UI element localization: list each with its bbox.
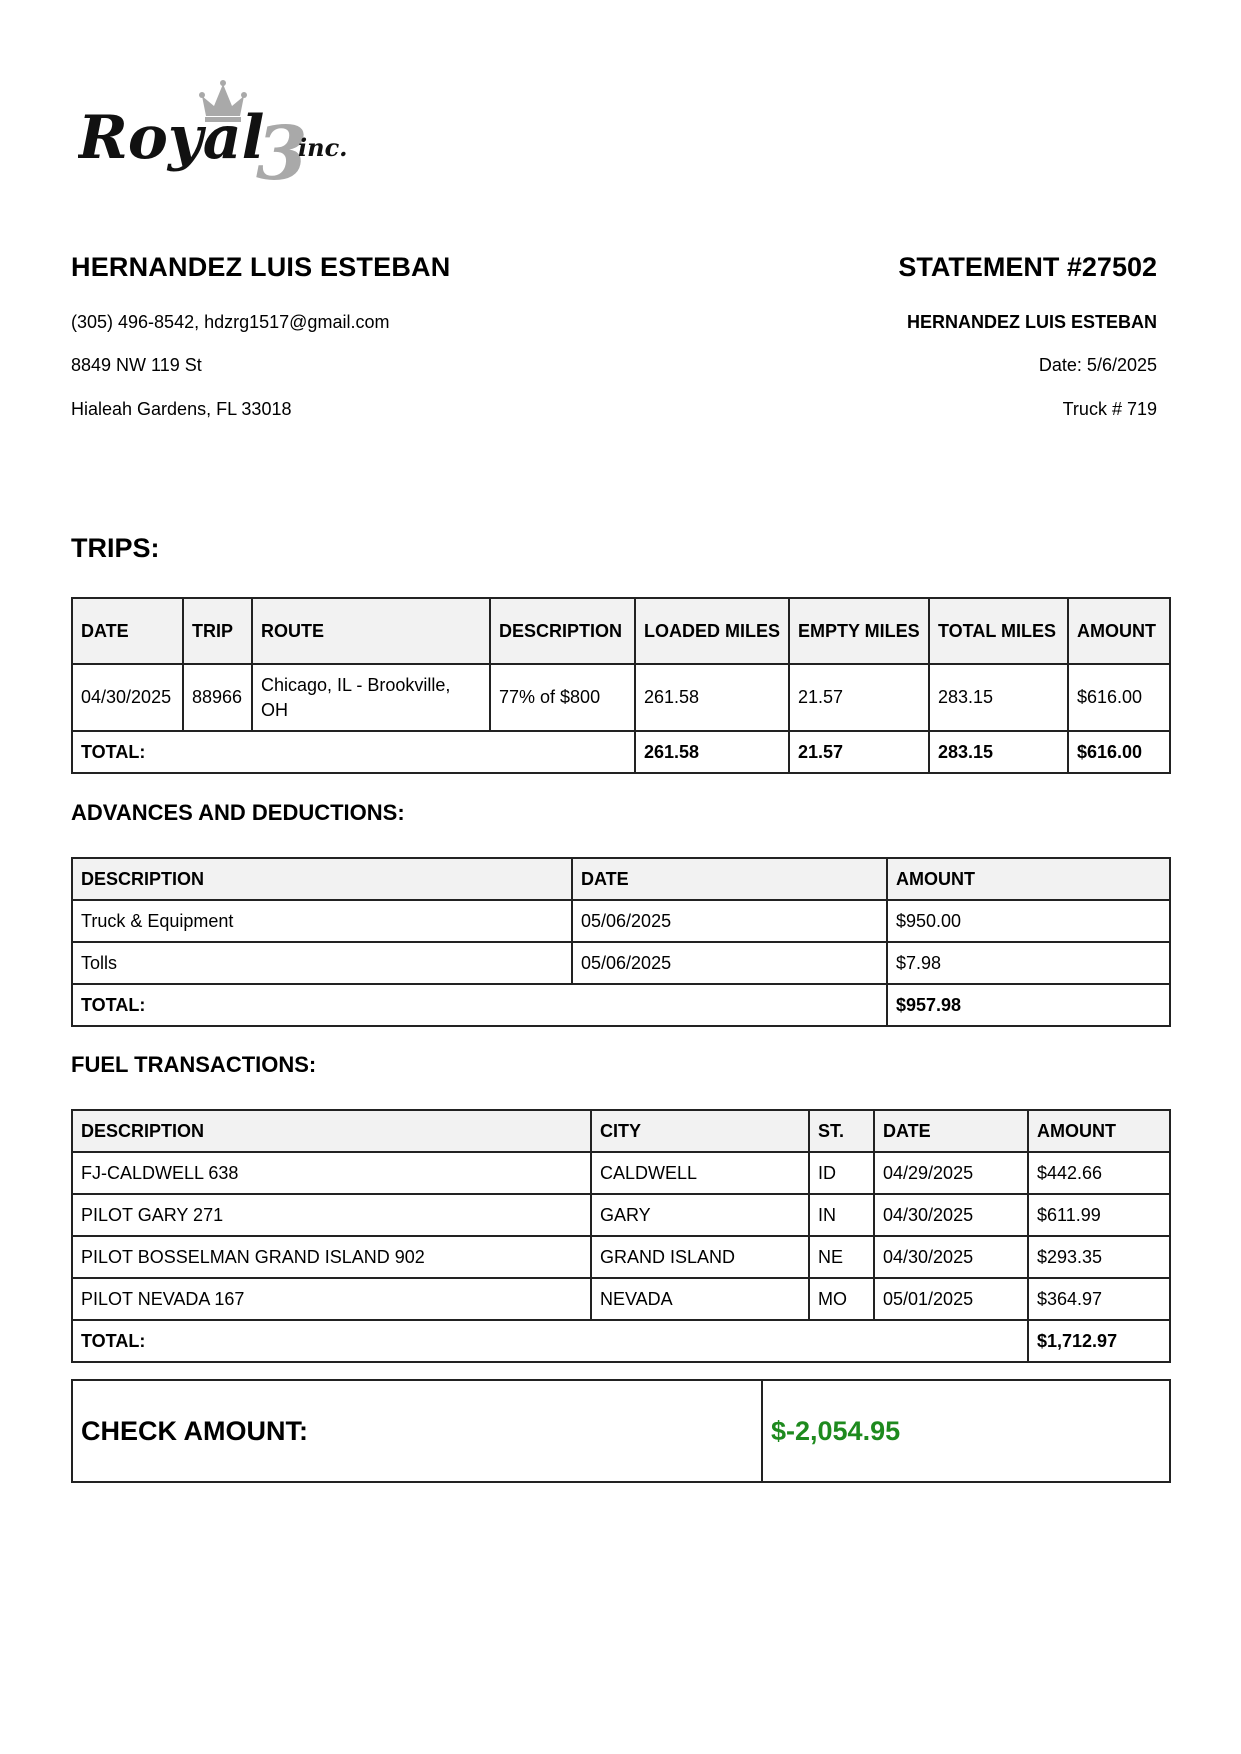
- fuel-city: NEVADA: [591, 1278, 809, 1320]
- column-header-description: DESCRIPTION: [490, 598, 635, 664]
- table-header-row: [72, 598, 1170, 664]
- statement-driver-name: HERNANDEZ LUIS ESTEBAN: [906, 312, 1157, 332]
- trip-total-miles: 283.15: [929, 664, 1068, 731]
- advances-table: [71, 857, 1171, 1027]
- fuel-state: MO: [809, 1278, 874, 1320]
- fuel-amount: $442.66: [1028, 1152, 1170, 1194]
- fuel-date: 04/30/2025: [874, 1194, 1028, 1236]
- table-header-row: [72, 1110, 1170, 1152]
- table-row: [72, 664, 1170, 731]
- table-row: [72, 1236, 1170, 1278]
- total-amount: $616.00: [1068, 731, 1170, 773]
- trips-table: [71, 597, 1171, 774]
- fuel-date: 05/01/2025: [874, 1278, 1028, 1320]
- table-total-row: [72, 1320, 1170, 1362]
- advance-amount: $7.98: [887, 942, 1170, 984]
- fuel-title: FUEL TRANSACTIONS:: [71, 1052, 317, 1077]
- column-header-date: DATE: [572, 858, 887, 900]
- column-header-amount: AMOUNT: [1068, 598, 1170, 664]
- column-header-amount: AMOUNT: [1028, 1110, 1170, 1152]
- fuel-date: 04/29/2025: [874, 1152, 1028, 1194]
- table-header-row: [72, 858, 1170, 900]
- statement-number: STATEMENT #27502: [898, 252, 1157, 282]
- royal-3-logo: [78, 76, 378, 186]
- fuel-city: GRAND ISLAND: [591, 1236, 809, 1278]
- table-total-row: [72, 731, 1170, 773]
- check-amount-box: [71, 1379, 1171, 1483]
- trip-loaded-miles: 261.58: [635, 664, 789, 731]
- advance-date: 05/06/2025: [572, 942, 887, 984]
- truck-number: Truck # 719: [1062, 399, 1157, 419]
- fuel-city: CALDWELL: [591, 1152, 809, 1194]
- table-row: [72, 942, 1170, 984]
- advance-amount: $950.00: [887, 900, 1170, 942]
- fuel-amount: $364.97: [1028, 1278, 1170, 1320]
- statement-date: Date: 5/6/2025: [1038, 355, 1157, 375]
- fuel-city: GARY: [591, 1194, 809, 1236]
- advance-description: Truck & Equipment: [72, 900, 572, 942]
- fuel-description: PILOT GARY 271: [72, 1194, 591, 1236]
- trip-number: 88966: [183, 664, 252, 731]
- column-header-description: DESCRIPTION: [72, 858, 572, 900]
- check-amount-label: CHECK AMOUNT:: [72, 1380, 762, 1482]
- total-label: TOTAL:: [72, 1320, 1028, 1362]
- column-header-date: DATE: [874, 1110, 1028, 1152]
- advance-description: Tolls: [72, 942, 572, 984]
- driver-address-line2: Hialeah Gardens, FL 33018: [71, 399, 292, 419]
- trip-date: 04/30/2025: [72, 664, 183, 731]
- driver-address-line1: 8849 NW 119 St: [71, 355, 202, 375]
- driver-contact: (305) 496-8542, hdzrg1517@gmail.com: [71, 312, 390, 332]
- svg-text:inc.: inc.: [298, 133, 348, 162]
- column-header-amount: AMOUNT: [887, 858, 1170, 900]
- column-header-total-miles: TOTAL MILES: [929, 598, 1068, 664]
- table-row: [72, 900, 1170, 942]
- fuel-state: NE: [809, 1236, 874, 1278]
- table-total-row: [72, 984, 1170, 1026]
- total-amount: $957.98: [887, 984, 1170, 1026]
- column-header-state: ST.: [809, 1110, 874, 1152]
- trip-description: 77% of $800: [490, 664, 635, 731]
- column-header-date: DATE: [72, 598, 183, 664]
- svg-text:Royal: Royal: [78, 103, 265, 173]
- column-header-trip: TRIP: [183, 598, 252, 664]
- column-header-description: DESCRIPTION: [72, 1110, 591, 1152]
- total-label: TOTAL:: [72, 984, 887, 1026]
- total-miles: 283.15: [929, 731, 1068, 773]
- table-row: [72, 1152, 1170, 1194]
- driver-name: HERNANDEZ LUIS ESTEBAN: [71, 252, 451, 282]
- svg-text:3: 3: [256, 111, 308, 186]
- advances-title: ADVANCES AND DEDUCTIONS:: [71, 800, 405, 825]
- total-loaded-miles: 261.58: [635, 731, 789, 773]
- column-header-route: ROUTE: [252, 598, 490, 664]
- column-header-loaded-miles: LOADED MILES: [635, 598, 789, 664]
- trips-title: TRIPS:: [71, 533, 160, 563]
- fuel-description: PILOT BOSSELMAN GRAND ISLAND 902: [72, 1236, 591, 1278]
- check-amount-value: $-2,054.95: [762, 1380, 1170, 1482]
- total-label: TOTAL:: [72, 731, 635, 773]
- fuel-state: ID: [809, 1152, 874, 1194]
- column-header-city: CITY: [591, 1110, 809, 1152]
- fuel-description: FJ-CALDWELL 638: [72, 1152, 591, 1194]
- fuel-amount: $611.99: [1028, 1194, 1170, 1236]
- trip-route: Chicago, IL - Brookville, OH: [252, 664, 490, 731]
- fuel-table: [71, 1109, 1171, 1363]
- advance-date: 05/06/2025: [572, 900, 887, 942]
- fuel-state: IN: [809, 1194, 874, 1236]
- trip-empty-miles: 21.57: [789, 664, 929, 731]
- fuel-amount: $293.35: [1028, 1236, 1170, 1278]
- trip-amount: $616.00: [1068, 664, 1170, 731]
- fuel-description: PILOT NEVADA 167: [72, 1278, 591, 1320]
- column-header-empty-miles: EMPTY MILES: [789, 598, 929, 664]
- table-row: [72, 1278, 1170, 1320]
- total-empty-miles: 21.57: [789, 731, 929, 773]
- total-amount: $1,712.97: [1028, 1320, 1170, 1362]
- fuel-date: 04/30/2025: [874, 1236, 1028, 1278]
- table-row: [72, 1194, 1170, 1236]
